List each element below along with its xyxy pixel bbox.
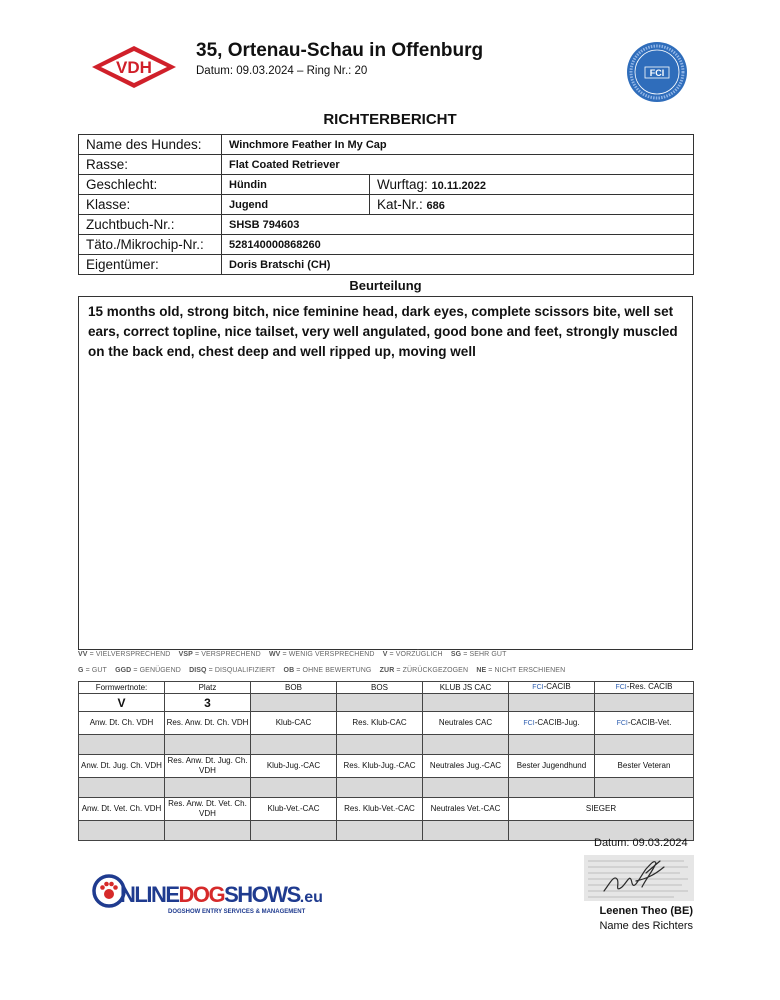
studbook-number: SHSB 794603 [222, 215, 694, 235]
results-table [78, 681, 694, 841]
cell-bester-veteran: Bester Veteran [595, 755, 694, 778]
cell-neutrales-cac: Neutrales CAC [423, 712, 509, 735]
chip-label: Täto./Mikrochip-Nr.: [79, 235, 222, 255]
judge-label: Name des Richters [599, 920, 693, 932]
legend-line-2: G = GUT GGD = GENÜGEND DISQ = DISQUALIFIZIERT OB = OHNE BEWERTUNG ZUR = ZÜRÜCKGEZOGEN NE = NICHT ERSCHIENEN [78, 667, 566, 674]
cell-res-klub-cac: Res. Klub-CAC [337, 712, 423, 735]
judge-name: Leenen Theo (BE) [599, 905, 693, 917]
header-platz: Platz [165, 682, 251, 694]
cell-bester-jugendhund: Bester Jugendhund [509, 755, 595, 778]
header-klub-js: KLUB JS CAC [423, 682, 509, 694]
vdh-logo [90, 44, 178, 90]
class-label: Klasse: [79, 195, 222, 215]
svg-text:VDH: VDH [116, 58, 152, 77]
results-header-row [79, 682, 694, 694]
cell-cacib-jug: FCI-CACIB-Jug. [509, 712, 595, 735]
row-chip [79, 235, 694, 255]
ods-tagline: DOGSHOW ENTRY SERVICES & MANAGEMENT [168, 909, 306, 915]
row-name [79, 135, 694, 155]
cell-anw-dt-jug-ch: Anw. Dt. Jug. Ch. VDH [79, 755, 165, 778]
studbook-label: Zuchtbuch-Nr.: [79, 215, 222, 235]
event-date-ring: Datum: 09.03.2024 – Ring Nr.: 20 [196, 65, 368, 77]
cell-res-anw-dt-jug-ch: Res. Anw. Dt. Jug. Ch. VDH [165, 755, 251, 778]
header-bob: BOB [251, 682, 337, 694]
cell-res-klub-jug-cac: Res. Klub-Jug.-CAC [337, 755, 423, 778]
birth-label: Wurftag: [377, 177, 428, 192]
critique-heading: Beurteilung [349, 278, 422, 293]
onlinedogshows-logo [92, 870, 323, 920]
cell-neutrales-jug-cac: Neutrales Jug.-CAC [423, 755, 509, 778]
critique-box [78, 296, 693, 650]
cell-sieger: SIEGER [509, 798, 694, 821]
results-value-row [79, 694, 694, 712]
legend-line-1: VV = VIELVERSPRECHEND VSP = VERSPRECHEND WV = WENIG VERSPRECHEND V = VORZÜGLICH SG = SEHR GUT [78, 651, 507, 658]
results-ch-gray-row [79, 735, 694, 755]
catalog-label: Kat-Nr.: [377, 197, 423, 212]
row-studbook [79, 215, 694, 235]
report-heading: RICHTERBERICHT [323, 111, 457, 128]
dog-info-table [78, 134, 694, 275]
cell-anw-dt-ch: Anw. Dt. Ch. VDH [79, 712, 165, 735]
sex-label: Geschlecht: [79, 175, 222, 195]
chip-number: 528140000868260 [222, 235, 694, 255]
judge-signature [584, 853, 694, 903]
header-cacib: FCI-CACIB [509, 682, 595, 694]
header-formwert: Formwertnote: [79, 682, 165, 694]
birth-date: 10.11.2022 [431, 180, 486, 192]
cell-neutrales-vet-cac: Neutrales Vet.-CAC [423, 798, 509, 821]
row-owner [79, 255, 694, 275]
formwert-value: V [79, 694, 165, 712]
catalog-number: 686 [426, 200, 445, 212]
row-breed [79, 155, 694, 175]
svg-text:FCI: FCI [649, 68, 665, 78]
cell-klub-cac: Klub-CAC [251, 712, 337, 735]
results-jug-gray-row [79, 778, 694, 798]
cell-anw-dt-vet-ch: Anw. Dt. Vet. Ch. VDH [79, 798, 165, 821]
critique-text: 15 months old, strong bitch, nice feminine head, dark eyes, complete scissors bite, well set ears, correct topline, nice tailset, very well angulated, good bone and feet, strongly muscled on the back end, chest deep and well ripped up, moving well [88, 304, 678, 359]
header-bos: BOS [337, 682, 423, 694]
name-label: Name des Hundes: [79, 135, 222, 155]
header-res-cacib: FCI-Res. CACIB [595, 682, 694, 694]
results-jug-row [79, 755, 694, 778]
results-vet-row [79, 798, 694, 821]
cell-res-anw-dt-vet-ch: Res. Anw. Dt. Vet. Ch. VDH [165, 798, 251, 821]
row-class [79, 195, 694, 215]
cell-res-anw-dt-ch: Res. Anw. Dt. Ch. VDH [165, 712, 251, 735]
cell-klub-vet-cac: Klub-Vet.-CAC [251, 798, 337, 821]
catalog-cell [370, 195, 694, 215]
cell-klub-jug-cac: Klub-Jug.-CAC [251, 755, 337, 778]
platz-value: 3 [165, 694, 251, 712]
dog-class: Jugend [222, 195, 370, 215]
owner-name: Doris Bratschi (CH) [222, 255, 694, 275]
page-title: 35, Ortenau-Schau in Offenburg [196, 40, 484, 61]
fci-logo [626, 41, 688, 103]
signature-date: Datum: 09.03.2024 [594, 837, 688, 849]
row-sex [79, 175, 694, 195]
owner-label: Eigentümer: [79, 255, 222, 275]
breed-label: Rasse: [79, 155, 222, 175]
ods-wordmark: NLINEDOGSHOWS.eu [120, 882, 323, 907]
dog-name: Winchmore Feather In My Cap [222, 135, 694, 155]
cell-res-klub-vet-cac: Res. Klub-Vet.-CAC [337, 798, 423, 821]
dog-sex: Hündin [222, 175, 370, 195]
birth-date-cell [370, 175, 694, 195]
dog-breed: Flat Coated Retriever [222, 155, 694, 175]
cell-cacib-vet: FCI-CACIB-Vet. [595, 712, 694, 735]
results-ch-row [79, 712, 694, 735]
